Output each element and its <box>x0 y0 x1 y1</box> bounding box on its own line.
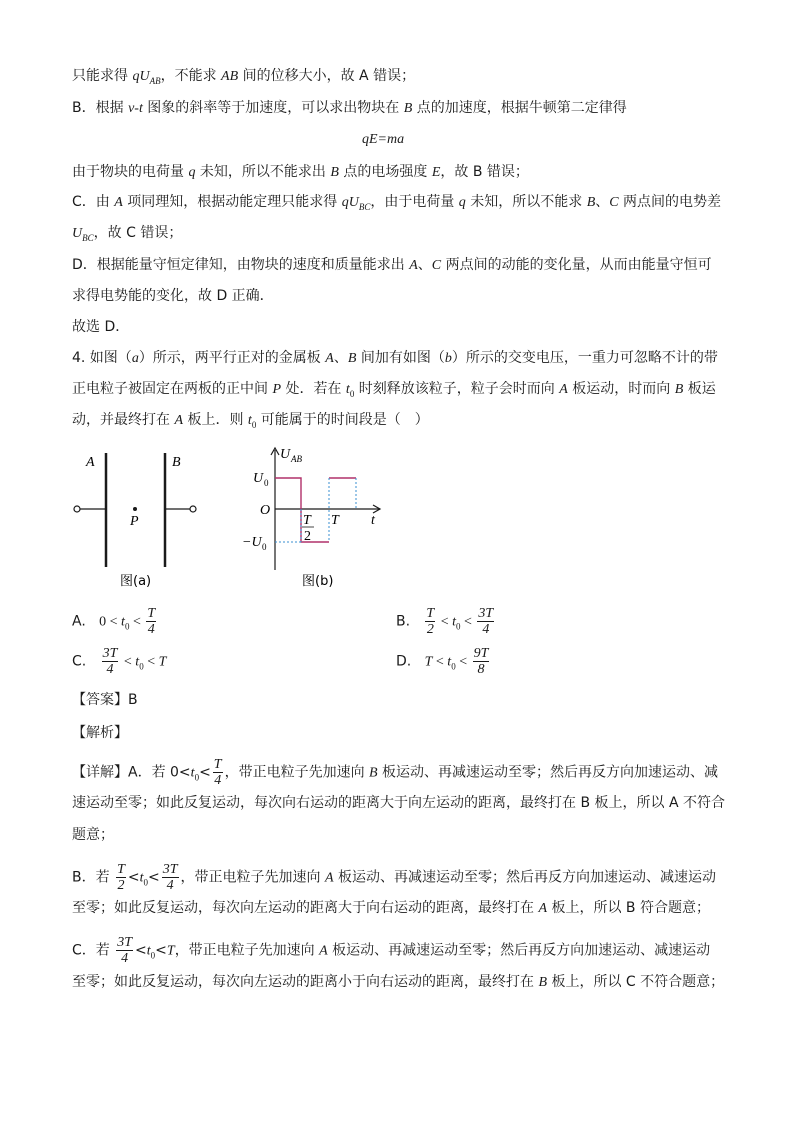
fraction: $\frac{3T}{4}$ <box>162 862 178 893</box>
fraction: $\frac{3T}{4}$ <box>102 646 118 677</box>
detail-b-line-2: 至零；如此反复运动，每次向左运动的距离大于向右运动的距离，最终打在 A 板上，所以 B 符合题意； <box>72 900 710 916</box>
origin-label: O <box>260 503 271 518</box>
fraction: $\frac{3T}{4}$ <box>117 935 133 966</box>
neg-u0-label: −U <box>242 535 262 550</box>
answer-tag: 【答案】 <box>72 692 128 708</box>
detail-a-line-2: 速运动至零；如此反复运动，每次向右运动的距离大于向左运动的距离，最终打在 B 板上，所以 A 不符合 <box>72 795 725 811</box>
plate-b-label: B <box>172 455 181 470</box>
figure-a-caption: 图(a) <box>120 574 152 589</box>
fraction: $\frac{9T}{8}$ <box>473 646 489 677</box>
half-period-den: 2 <box>304 529 311 544</box>
option-b: B. $\frac{T}{2}$ < $t_0$ < $\frac{3T}{4}$ <box>396 606 494 637</box>
half-period-num: T <box>303 513 311 528</box>
question-4-line-2: 正电粒子被固定在两板的正中间 P 处．若在 $t_0$ 时刻释放该粒子，粒子会时而向 A 板运动，时而向 B 板运 <box>72 381 716 399</box>
detail-c-line-1: C．若 $\frac{3T}{4}$ $<t_0<T$，带正电粒子先加速向 A 板运动、再减速运动至零；然后再反方向加速运动、减速运动 <box>72 935 711 966</box>
solution-line-4: 由于物块的电荷量 q 未知，所以不能求出 B 点的电场强度 E，故 B 错误； <box>72 164 529 180</box>
figure-b-caption: 图(b) <box>302 574 334 589</box>
option-d: D. $T < t_0$ < $\frac{9T}{8}$ <box>396 646 489 677</box>
answer-line <box>72 690 138 710</box>
detail-a-line-3: 题意； <box>72 827 114 843</box>
neg-u0-sub: 0 <box>262 542 267 552</box>
fraction: $\frac{T}{4}$ <box>213 757 222 788</box>
solution-line-6: $U_{BC}$，故 C 错误； <box>72 225 183 243</box>
equation-newton: qE=ma <box>362 132 405 147</box>
period-label: T <box>331 513 339 528</box>
solution-line-9: 故选 D． <box>72 319 130 335</box>
solution-line-5: C．由 A 项同理知，根据动能定理只能求得 $qU_{BC}$，由于电荷量 q 未知，所以不能求 B、C 两点间的电势差 <box>72 194 722 212</box>
solution-line-2: B．根据 v-t 图象的斜率等于加速度，可以求出物块在 B 点的加速度，根据牛顿第二定律得 <box>72 100 627 116</box>
plate-a-label: A <box>86 455 95 470</box>
detail-c-line-2: 至零；如此反复运动，每次向左运动的距离小于向右运动的距离，最终打在 B 板上，所以 C 不符合题意； <box>72 974 725 990</box>
fraction: $\frac{T}{4}$ <box>147 606 156 637</box>
point-p-label: P <box>130 514 139 529</box>
question-4-line-1: 4. 如图（a）所示，两平行正对的金属板 A、B 间加有如图（b）所示的交变电压，一重力可忽略不计的带 <box>72 350 718 366</box>
y-axis-label: U <box>280 447 291 462</box>
fraction: $\frac{T}{2}$ <box>117 862 125 893</box>
terminal-b <box>190 506 196 512</box>
fraction: $\frac{T}{2}$ <box>426 606 435 637</box>
terminal-a <box>74 506 80 512</box>
detail-b-line-1: B．若 $\frac{T}{2}$ $<t_0<$ $\frac{3T}{4}$ ，带正电粒子先加速向 A 板运动、再减速运动至零；然后再反方向加速运动、减速运动 <box>72 862 716 893</box>
detail-a-line-1: 【详解】A．若 $0<t_0<$ $\frac{T}{4}$ ，带正电粒子先加速向 B 板运动、再减速运动至零；然后再反方向加速运动、减 <box>72 757 719 788</box>
question-4-line-3: 动，并最终打在 A 板上．则 $t_0$ 可能属于的时间段是（ ） <box>72 412 429 430</box>
answer-value: B <box>128 692 138 708</box>
fraction: $\frac{3T}{4}$ <box>478 606 494 637</box>
solution-line-8: 求得电势能的变化，故 D 正确． <box>72 288 274 304</box>
voltage-wave-1 <box>275 478 329 542</box>
point-p <box>133 507 137 511</box>
solution-line-7: D．根据能量守恒定律知，由物块的速度和质量能求出 A、C 两点间的动能的变化量，从而由能量守恒可 <box>72 257 712 273</box>
analysis-tag: 【解析】 <box>72 725 128 741</box>
t-axis-label: t <box>371 513 375 528</box>
option-a: A. $0 < t_0$ < $\frac{T}{4}$ <box>72 606 156 637</box>
solution-line-1: 只能求得 $qU_{AB}$，不能求 AB 间的位移大小，故 A 错误； <box>72 68 416 86</box>
u0-sub: 0 <box>264 478 269 488</box>
detail-tag: 【详解】 <box>72 764 128 781</box>
figure-b <box>240 440 390 595</box>
y-axis-sub: AB <box>291 454 302 464</box>
u0-label: U <box>253 471 264 486</box>
figure-a <box>60 445 220 595</box>
option-c: C. $\frac{3T}{4}$ < $t_0 < T$ <box>72 646 167 677</box>
